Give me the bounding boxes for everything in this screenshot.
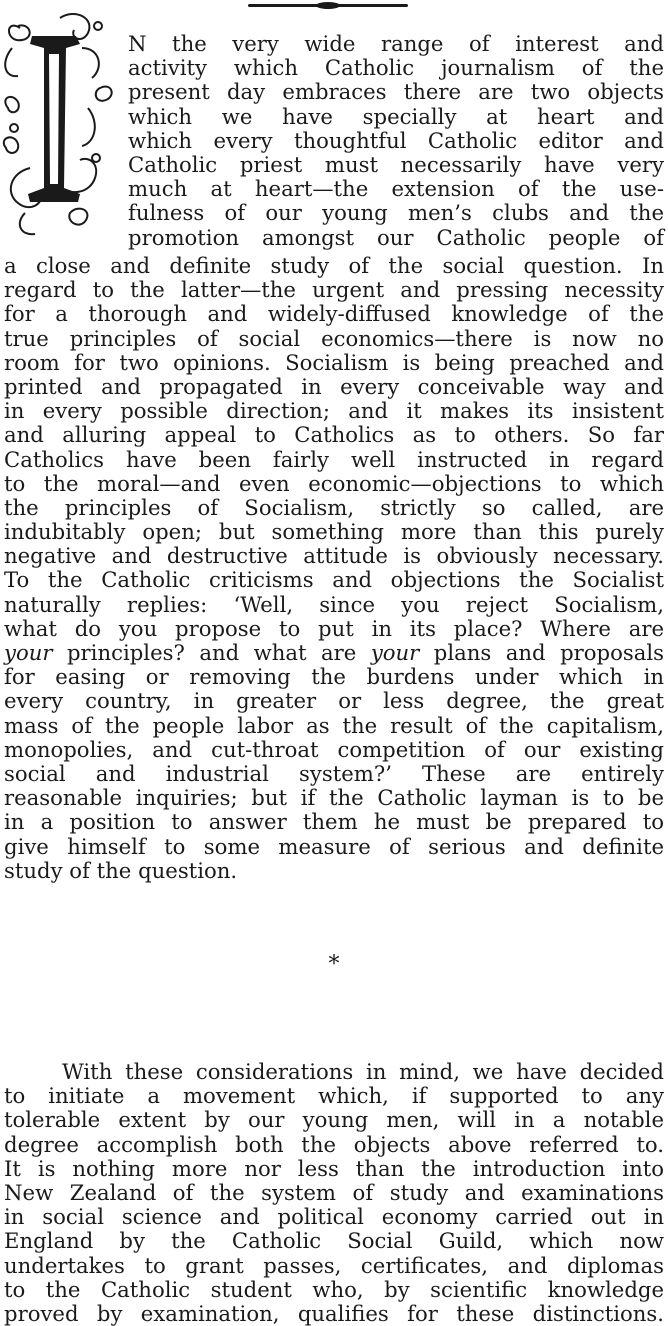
text-line: Catholics have been fairly well instructed in regard: [4, 446, 664, 472]
drop-cap-letter: I: [118, 240, 119, 241]
text-line: It is nothing more nor less than the introduction into: [4, 1155, 664, 1181]
text-line: negative and destructive attitude is obviously necessary.: [4, 543, 664, 569]
text-line-emphasis: [4, 641, 664, 665]
text-line: social and industrial system?’ These are entirely: [4, 760, 664, 786]
text-line: naturally replies: ‘Well, since you reject Socialism,: [4, 591, 664, 617]
text-line: room for two opinions. Socialism is being preached and: [4, 349, 664, 375]
text-line: to the moral—and even economic—objections to which: [4, 470, 664, 496]
wrapped-text-block: [0, 32, 664, 250]
text-line: the principles of Socialism, strictly so called, are: [4, 494, 664, 520]
text-line: reasonable inquiries; but if the Catholic layman is to be: [4, 785, 664, 811]
emphasis-word: your: [370, 640, 420, 665]
text-line: undertakes to grant passes, certificates, and diplomas: [4, 1252, 664, 1278]
text-line: N the very wide range of interest and: [128, 31, 664, 56]
text-line: indubitably open; but something more than this purely: [4, 519, 664, 545]
section-separator: *: [328, 952, 340, 977]
text-line: every country, in greater or less degree, the great: [4, 688, 664, 714]
text-line: in a position to answer them he must be prepared to: [4, 809, 664, 835]
text-line: New Zealand of the system of study and examinations: [4, 1179, 664, 1205]
text-line: To the Catholic criticisms and objections the Socialist: [4, 567, 664, 593]
text-line: which every thoughtful Catholic editor and: [128, 127, 664, 153]
text-line: tolerable extent by our young men, will in a notable: [4, 1107, 664, 1133]
text-line: activity which Catholic journalism of the: [128, 55, 664, 81]
text-line: give himself to some measure of serious and definite: [4, 833, 664, 859]
text-line: mass of the people labor as the result of the capitalism,: [4, 712, 664, 738]
text-line: much at heart—the extension of the use-: [128, 176, 664, 202]
header-ornamental-rule: [248, 4, 408, 7]
text-line: true principles of social economics—there is now no: [4, 325, 664, 351]
text-line: a close and definite study of the social question. In: [4, 253, 664, 278]
text-fragment: principles? and what are: [52, 640, 371, 665]
text-line: fulness of our young men’s clubs and the: [128, 200, 664, 226]
text-line: proved by examination, qualifies for these distinctions.: [4, 1300, 664, 1326]
text-line: for a thorough and widely-diffused knowledge of the: [4, 301, 664, 327]
text-line: in social science and political economy carried out in: [4, 1204, 664, 1230]
text-line: what do you propose to put in its place? Where are: [4, 615, 664, 641]
paragraph-1: [4, 254, 664, 883]
text-line: Catholic priest must necessarily have very: [128, 151, 664, 177]
text-line: regard to the latter—the urgent and pressing necessity: [4, 277, 664, 303]
text-line: degree accomplish both the objects above referred to.: [4, 1131, 664, 1157]
text-line: and alluring appeal to Catholics as to others. So far: [4, 422, 664, 448]
text-line: monopolies, and cut-throat competition of our existing: [4, 736, 664, 762]
text-line: study of the question.: [4, 857, 238, 883]
text-line: in every possible direction; and it makes its insistent: [4, 398, 664, 424]
text-line: present day embraces there are two objects: [128, 79, 664, 105]
text-line: printed and propagated in every conceivable way and: [4, 373, 664, 399]
text-line: which we have specially at heart and: [128, 103, 664, 129]
text-fragment: plans and proposals: [419, 640, 664, 665]
emphasis-word: your: [4, 640, 53, 665]
text-line: promotion amongst our Catholic people of: [128, 224, 664, 250]
text-line: With these considerations in mind, we have decided: [62, 1059, 664, 1084]
text-line: for easing or removing the burdens under which in: [4, 664, 664, 690]
text-line: to initiate a movement which, if supported to any: [4, 1083, 664, 1109]
paragraph-2: [4, 1060, 664, 1326]
text-line: England by the Catholic Social Guild, which now: [4, 1228, 664, 1254]
text-line: to the Catholic student who, by scientific knowledge: [4, 1276, 664, 1302]
